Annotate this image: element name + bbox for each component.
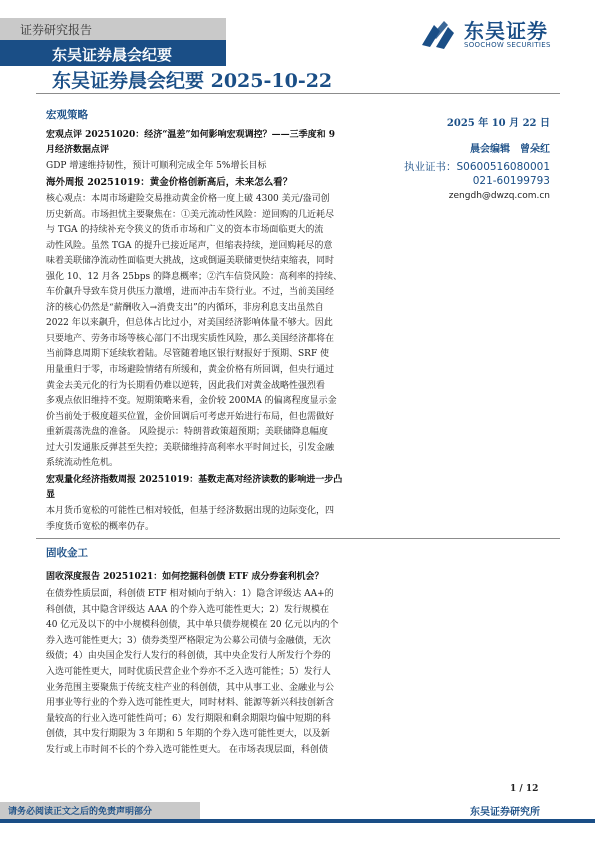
body-line: 核心观点：本周市场避险交易推动黄金价格一度上破 4300 美元/盎司创 [46, 194, 330, 204]
report-date: 2025 年 10 月 22 日 [446, 118, 550, 129]
article-body: GDP 增速维持韧性，预计可顺利完成全年 5%增长目标 [46, 161, 267, 171]
email-address[interactable]: zengdh@dwzq.com.cn [448, 191, 550, 201]
body-line: 科创债，其中隐含评级达 AAA 的个券入选可能性更大；2）发行规模在 [46, 604, 329, 615]
body-line: 2022 年以来飙升，但总体占比过小，对美国经济影响体量不够大。因此 [46, 318, 333, 329]
report-type-label: 证券研究报告 [20, 23, 93, 37]
page-title: 东吴证券晨会纪要 2025-10-22 [52, 70, 333, 92]
body-line: 用量重归于零，市场避险情绪有所缓和，黄金价格有所回调，但央行通过 [46, 365, 335, 376]
body-line: 黄金去美元化的行为长期看仍难以逆转，因此我们对黄金战略性强烈看 [46, 380, 326, 391]
article-body [46, 504, 550, 535]
body-line: 车价飙升导致车贷月供压力激增，进而冲击车贷行业。不过，当前美国经 [46, 287, 335, 298]
series-banner [0, 40, 226, 66]
report-type-tag [0, 18, 226, 40]
editor-name: 晨会编辑 曾朵红 [470, 144, 550, 155]
logo-text: 东吴证券 [464, 19, 548, 43]
body-line: 用事业等行业的个券入选可能性更大，同时材料、能源等新兴科技创新含 [46, 698, 335, 709]
article-title: 海外周报 20251019：黄金价格创新高后，未来怎么看？ [46, 177, 293, 188]
body-line: 发行或上市时间不长的个券入选可能性更大。 在市场表现层面，科创债 [46, 744, 328, 755]
phone-number: 021-60199793 [472, 175, 550, 187]
body-line: 级债；4）由央国企发行人发行的科创债，其中央企发行人所发行个券的 [46, 651, 331, 662]
body-line: 券入选可能性更大；3）债券类型严格限定为公募公司债与金融债，无次 [46, 635, 331, 646]
article-body [46, 587, 550, 759]
article-title: 宏观点评 20251020：经济“温差”如何影响宏观调控？——三季度和 9 [46, 130, 335, 140]
series-label: 东吴证券晨会纪要 [52, 46, 173, 64]
body-line: 与 TGA 的持续补充令狭义的货币市场和广义的资本市场面临更大的流 [46, 225, 324, 236]
article-title: 显 [46, 490, 56, 500]
body-line: 重新震荡洗盘的准备。 风险提示：特朗普政策超预期；美联储降息幅度 [46, 427, 328, 438]
footer-bar [0, 819, 595, 823]
body-line: 价当前处于极度超买位置，金价回调后可考虑开始进行布局，但也需做好 [46, 411, 335, 422]
body-line: 40 亿元及以下的中小规模科创债，其中单只债券规模在 20 亿元以内的个 [46, 620, 339, 631]
body-line: 多观点依旧维持不变。短期策略来看，金价较 200MA 的偏离程度显示金 [46, 396, 337, 407]
body-line: 入选可能性更大，同时优质民营企业个券亦不乏入选可能性；5）发行人 [46, 666, 331, 677]
body-line: 只要地产、劳务市场等核心部门不出现实质性风险，那么美国经济都将在 [46, 333, 335, 344]
section-title-macro: 宏观策略 [46, 109, 88, 121]
body-line: 季度货币宽松的概率仍存。 [46, 521, 155, 532]
article-title: 宏观量化经济指数周报 20251019：基数走高对经济读数的影响进一步凸 [46, 475, 343, 485]
article-title: 固收深度报告 20251021：如何挖掘科创债 ETF 成分券套利机会？ [46, 572, 324, 582]
disclaimer-text: 请务必阅读正文之后的免责声明部分 [8, 807, 153, 817]
logo-mark-icon [418, 17, 458, 53]
body-line: 创债，其中发行期限为 3 年期和 5 年期的个券入选可能性更大，以及新 [46, 729, 330, 740]
body-line: 业务范围主要聚焦于传统支柱产业的科创债，其中从事工业、金融业与公 [46, 682, 335, 693]
body-line: 历史新高。市场担忧主要聚焦在：①美元流动性风险：逆回购的几近耗尽 [46, 209, 335, 220]
body-line: 当前降息周期下延续软着陆。尽管随着地区银行财报好于预期、SRF 使 [46, 349, 330, 360]
body-line: 在债券性质层面，科创债 ETF 相对倾向于纳入：1）隐含评级达 AA+的 [46, 589, 334, 599]
body-line: 系统流动性危机。 [46, 458, 119, 469]
article-title: 月经济数据点评 [46, 145, 110, 155]
article-body [46, 192, 372, 472]
disclaimer-banner [0, 802, 200, 819]
body-line: 味着美联储净流动性面临更大挑战，这或倒逼美联储更快结束缩表，同时 [46, 256, 335, 267]
company-logo [418, 15, 578, 55]
page-number: 1 / 12 [510, 784, 539, 794]
section-title-fixed-income: 固收金工 [46, 547, 88, 559]
body-line: 动性风险。虽然 TGA 的提升已接近尾声，但缩表持续，逆回购耗尽的意 [46, 240, 333, 251]
body-line: 过大引发通胀反弹甚至失控；美联储维持高利率水平时间过长，引发金融 [46, 442, 335, 453]
body-line: 济的核心仍然是“薪酬收入→消费支出”的内循环，非房利息支出虽然自 [46, 302, 324, 313]
license-number: 执业证书：S0600516080001 [403, 161, 550, 173]
body-line: 量较高的行业入选可能性尚可；6）发行期限和剩余期限均偏中短期的科 [46, 713, 331, 724]
institute-name: 东吴证券研究所 [470, 807, 540, 818]
logo-subtext: SOOCHOW SECURITIES [464, 41, 551, 49]
section-divider [36, 538, 560, 539]
body-line: 本月货币宽松的可能性已相对较低，但基于经济数据出现的边际变化，四 [46, 506, 335, 516]
body-line: 强化 10、12 月各 25bps 的降息概率；②汽车信贷风险：高利率的持续、 [46, 271, 342, 282]
title-divider [36, 93, 560, 94]
